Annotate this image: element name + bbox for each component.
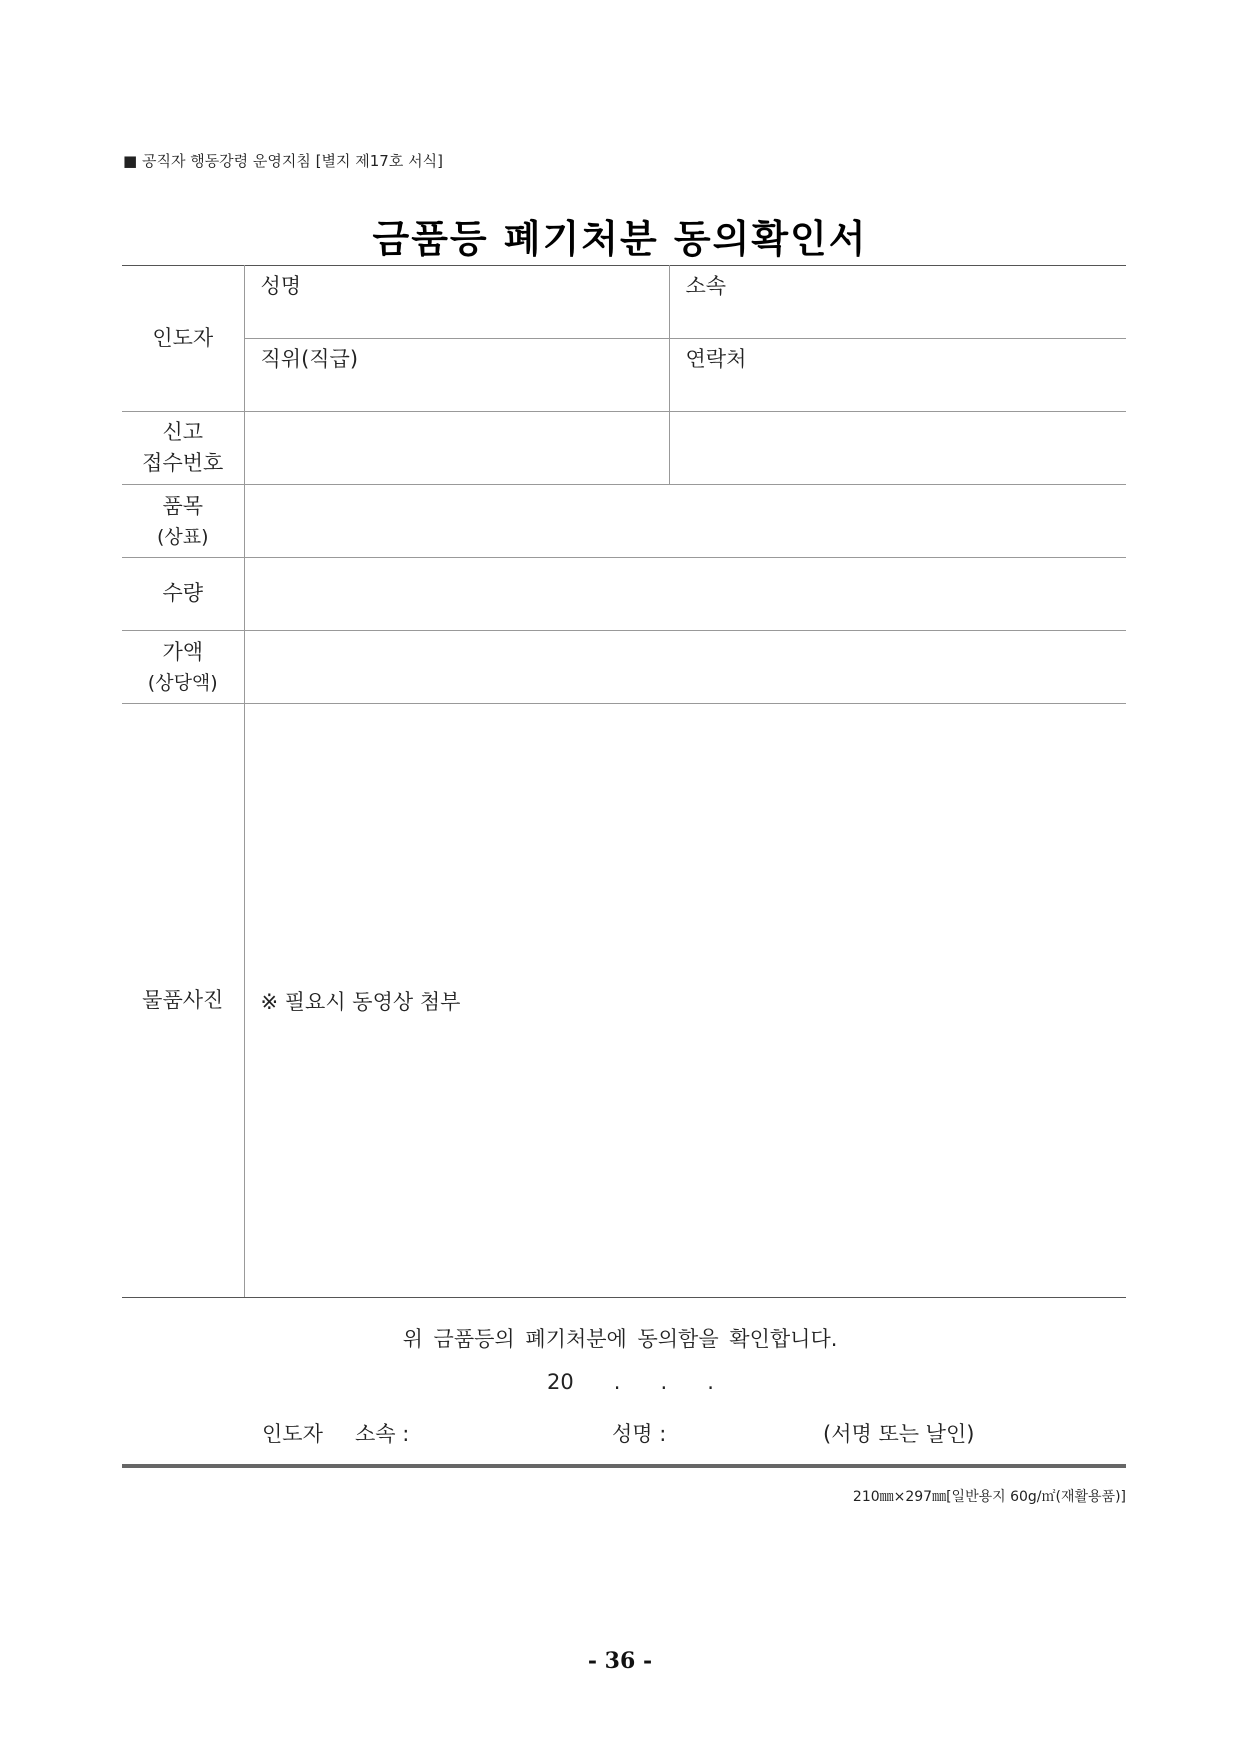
photo-note: ※ 필요시 동영상 첨부 bbox=[260, 989, 461, 1014]
report-number-field-left[interactable] bbox=[244, 412, 669, 485]
price-row bbox=[122, 631, 1126, 704]
item-label-cell bbox=[122, 485, 244, 558]
form-reference-header bbox=[123, 150, 443, 171]
report-number-field-right[interactable] bbox=[669, 412, 1126, 485]
quantity-label-cell bbox=[122, 558, 244, 631]
price-label-cell bbox=[122, 631, 244, 704]
signature-affiliation-label: 소속 : bbox=[355, 1422, 410, 1446]
report-number-row bbox=[122, 412, 1126, 485]
affiliation-label: 소속 bbox=[685, 274, 727, 298]
photo-label: 물품사진 bbox=[142, 987, 224, 1012]
position-field[interactable] bbox=[244, 339, 669, 412]
name-label: 성명 bbox=[260, 274, 302, 298]
giver-label-cell bbox=[122, 266, 244, 412]
quantity-row bbox=[122, 558, 1126, 631]
page-number: - 36 - bbox=[587, 1648, 653, 1674]
giver-label: 인도자 bbox=[152, 325, 214, 350]
signature-giver-label: 인도자 bbox=[262, 1422, 323, 1446]
name-field[interactable] bbox=[244, 266, 669, 339]
item-field[interactable] bbox=[244, 485, 1126, 558]
photo-field[interactable] bbox=[244, 704, 1126, 1298]
photo-row bbox=[122, 704, 1126, 1298]
contact-label: 연락처 bbox=[685, 347, 747, 371]
consent-form-table bbox=[122, 265, 1126, 1298]
confirmation-statement: 위 금품등의 폐기처분에 동의함을 확인합니다. bbox=[402, 1327, 838, 1351]
form-reference-text: 공직자 행동강령 운영지침 [별지 제17호 서식] bbox=[141, 152, 443, 170]
quantity-label: 수량 bbox=[162, 581, 204, 606]
report-number-label-cell bbox=[122, 412, 244, 485]
price-label-line2: (상당액) bbox=[147, 671, 218, 694]
square-bullet-icon: ■ bbox=[123, 152, 138, 170]
giver-row-2 bbox=[122, 339, 1126, 412]
photo-label-cell bbox=[122, 704, 244, 1298]
signature-sign-note: (서명 또는 날인) bbox=[823, 1422, 975, 1446]
giver-row-1 bbox=[122, 266, 1126, 339]
position-label: 직위(직급) bbox=[260, 347, 359, 371]
report-label-line2: 접수번호 bbox=[142, 451, 224, 475]
bottom-divider bbox=[122, 1464, 1126, 1468]
report-label-line1: 신고 bbox=[162, 419, 204, 444]
price-label-line1: 가액 bbox=[162, 640, 204, 664]
item-row bbox=[122, 485, 1126, 558]
affiliation-field[interactable] bbox=[669, 266, 1126, 339]
contact-field[interactable] bbox=[669, 339, 1126, 412]
price-field[interactable] bbox=[244, 631, 1126, 704]
paper-spec: 210㎜×297㎜[일반용지 60g/㎡(재활용품)] bbox=[852, 1489, 1126, 1505]
document-title: 금품등 폐기처분 동의확인서 bbox=[372, 217, 868, 261]
quantity-field[interactable] bbox=[244, 558, 1126, 631]
signature-name-label: 성명 : bbox=[612, 1422, 667, 1446]
date-line[interactable]: 20 . . . bbox=[547, 1370, 714, 1394]
item-label-line2: (상표) bbox=[156, 525, 209, 548]
item-label-line1: 품목 bbox=[162, 494, 204, 518]
